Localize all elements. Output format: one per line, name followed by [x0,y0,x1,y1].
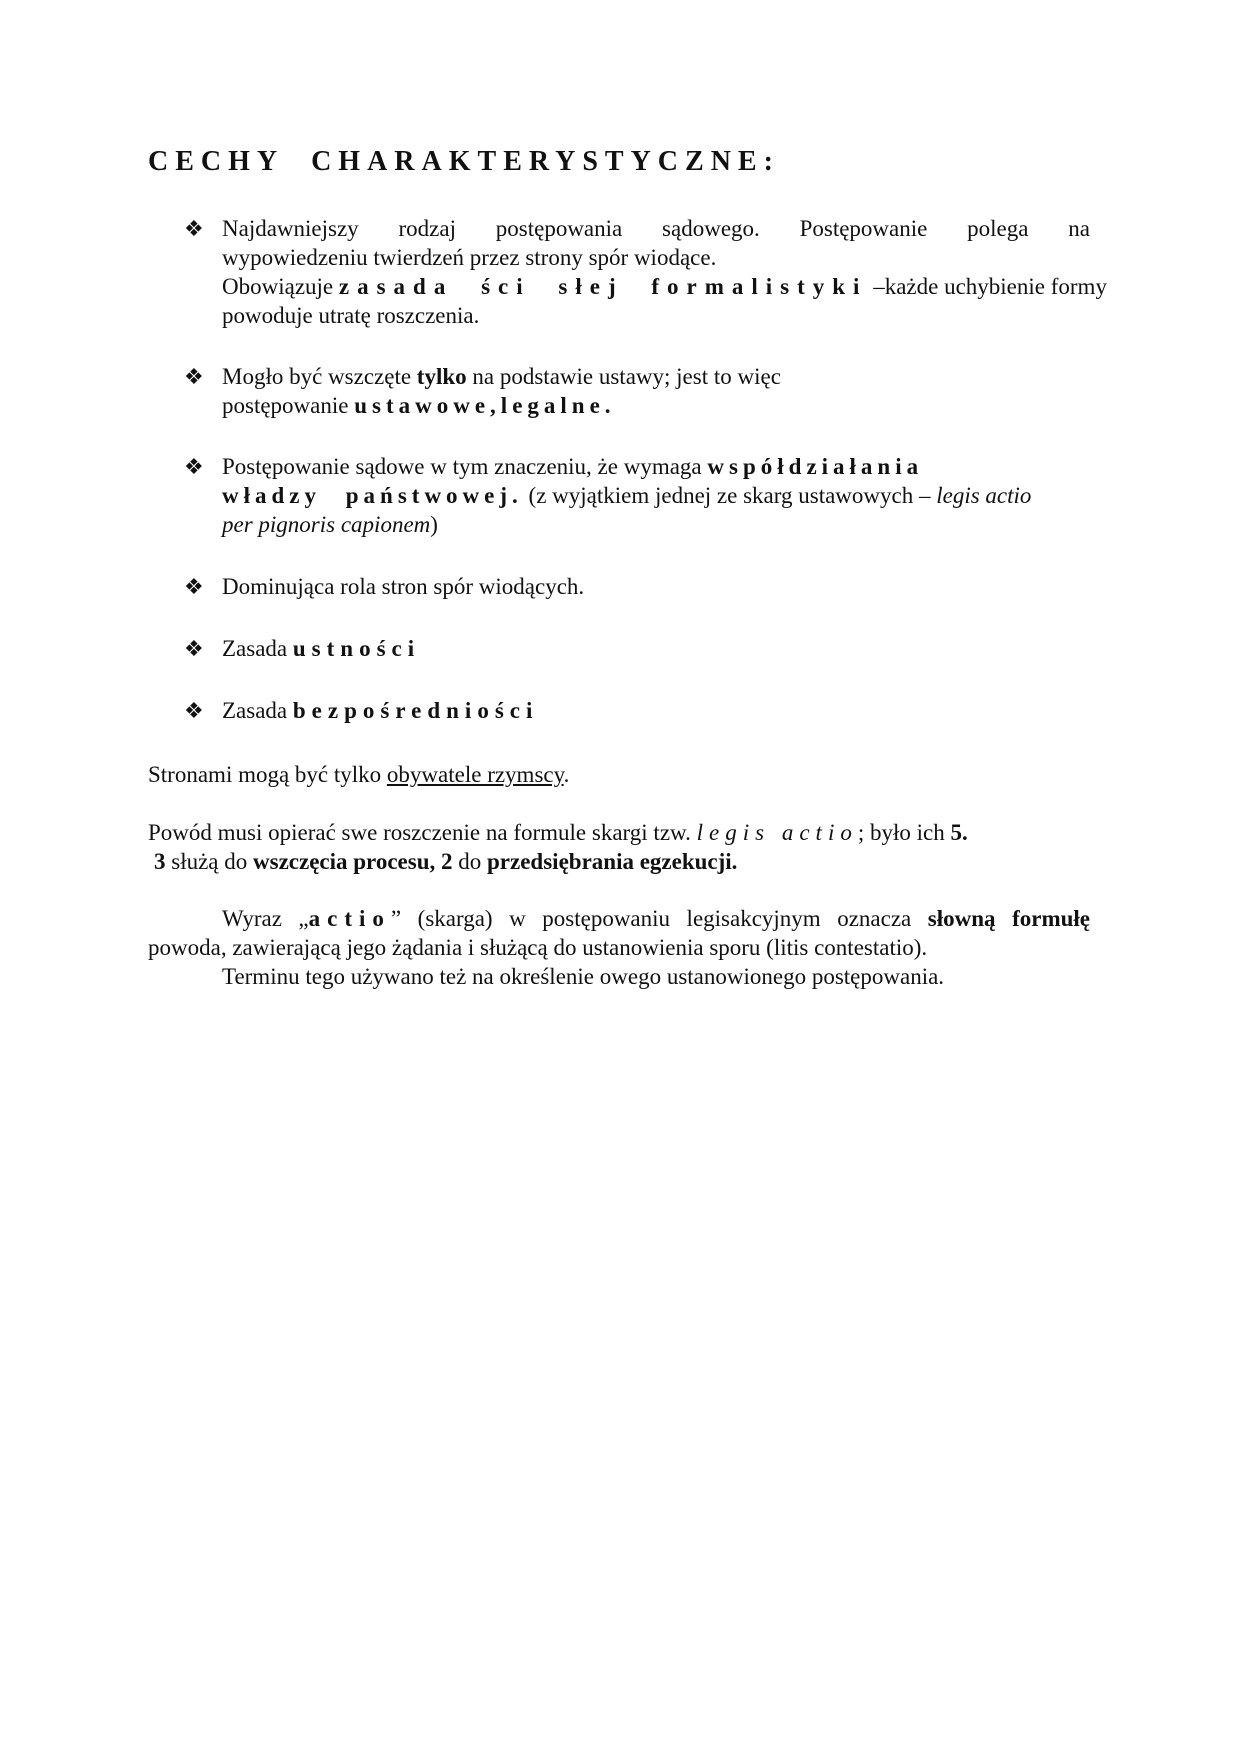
bullet-icon: ❖ [184,574,204,599]
underlined-text: obywatele rzymscy [386,762,564,787]
list-item-text: Zasada ustności [222,636,421,661]
list-item [222,696,1090,725]
bullet-icon: ❖ [184,636,204,661]
bullet-icon: ❖ [184,454,204,479]
list-item [222,362,1090,420]
bullet-icon: ❖ [184,698,204,723]
paragraph: Stronami mogą być tylko obywatele rzymscy. [148,762,570,787]
list-item-text: Postępowanie sądowe w tym znaczeniu, że wymaga współdziałania [222,454,924,479]
list-item-text: Mogło być wszczęte tylko na podstawie ustawy; jest to więc [222,364,781,389]
list-item-text: per pignoris capionem) [222,512,438,537]
paragraph: Wyraz „actio” (skarga) w postępowaniu legisakcyjnym oznacza słowną formułę powoda, zawierającą jego żądania i służącą do ustanowienia sporu (litis contestatio). Terminu tego używano też na określenie owego ustanowionego postępowania. [148,906,1090,989]
list-item-text: wypowiedzeniu twierdzeń przez strony spór wiodące. [222,245,717,270]
list-item-text: władzy państwowej. (z wyjątkiem jednej ze skarg ustawowych – legis actio [222,483,1032,508]
list-item [222,452,1090,539]
list-item-text: powoduje utratę roszczenia. [222,303,480,328]
bullet-icon: ❖ [184,364,204,389]
list-item [222,214,1107,330]
list-item-text: Obowiązuje zasada ści słej formalistyki –każde uchybienie formy [222,274,1107,299]
list-item-text: Dominująca rola stron spór wiodących. [222,574,585,599]
bullet-icon: ❖ [184,216,204,241]
page-title: CECHY CHARAKTERYSTYCZNE: [148,146,780,177]
list-item [222,572,1090,601]
list-item [222,634,1090,663]
list-item-text: Najdawniejszy rodzaj postępowania sądowego. Postępowanie polega na [222,216,1090,241]
list-item-text: Zasada bezpośredniości [222,698,539,723]
list-item-text: postępowanie ustawowe,legalne. [222,393,616,418]
paragraph: Powód musi opierać swe roszczenie na formule skargi tzw. legis actio; było ich 5. 3 służą do wszczęcia procesu, 2 do przedsiębrania egzekucji. [148,820,968,874]
